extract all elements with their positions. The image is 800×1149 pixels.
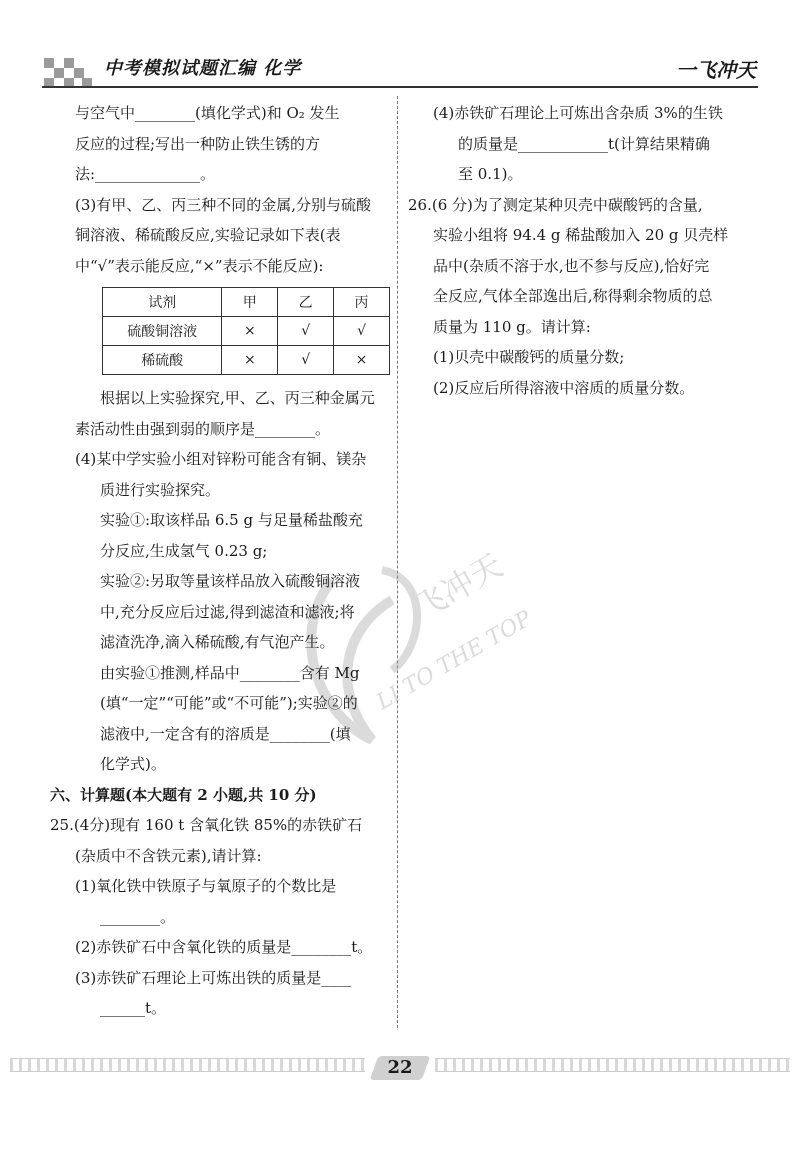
table-header-cell: 丙 [334,288,390,317]
question-26: 26.(6 分)为了测定某种贝壳中碳酸钙的含量, [408,195,703,214]
text-line: 反应的过程;写出一种防止铁生锈的方 [75,134,321,153]
table-header-cell: 试剂 [103,288,222,317]
text-line: (2)赤铁矿石中含氧化铁的质量是________t。 [75,938,373,956]
question-25: 25.(4分)现有 160 t 含氧化铁 85%的赤铁矿石 [50,816,363,834]
text-line: (杂质中不含铁元素),请计算: [75,846,262,865]
text-line: 分反应,生成氢气 0.23 g; [100,541,268,560]
table-cell: √ [278,317,334,346]
text-line: (填“一定”“可能”或“不可能”);实验②的 [100,694,358,712]
text-line: (3)赤铁矿石理论上可炼出铁的质量是____ [75,968,352,987]
text-line: 根据以上实验探究,甲、乙、丙三种金属元 [100,389,375,407]
text-line: 质进行实验探究。 [100,480,221,499]
checker-logo-icon [44,58,92,88]
header-rule [42,86,758,88]
table-row [103,317,390,346]
text-line: 实验①:取该样品 6.5 g 与足量稀盐酸充 [100,511,363,529]
table-row [103,346,390,375]
text-line: ________。 [100,907,176,926]
table-cell: √ [334,317,390,346]
text-line: 实验②:另取等量该样品放入硫酸铜溶液 [100,572,361,590]
experiment-table [102,287,390,375]
text-line: 与空气中________(填化学式)和 O₂ 发生 [75,104,340,122]
table-cell: 硫酸铜溶液 [103,317,222,346]
table-cell: 稀硫酸 [103,346,222,375]
text-line: 质量为 110 g。请计算: [433,317,591,336]
page-header [0,0,800,95]
left-column [50,98,390,1024]
text-line: 素活动性由强到弱的顺序是________。 [75,419,331,438]
book-title: 中考模拟试题汇编 化学 [104,58,302,79]
text-line: 中,充分反应后过滤,得到滤渣和滤液;将 [100,602,355,621]
text-line: 全反应,气体全部逸出后,称得剩余物质的总 [433,287,713,305]
text-line: 中“√”表示能反应,“×”表示不能反应): [75,256,324,275]
text-line: 由实验①推测,样品中________含有 Mg [100,663,360,682]
table-cell: × [334,346,390,375]
text-line: 实验小组将 94.4 g 稀盐酸加入 20 g 贝壳样 [433,226,729,244]
table-cell: × [222,317,278,346]
table-cell: × [222,346,278,375]
page-number: 22 [370,1050,430,1086]
text-line: (1)氧化铁中铁原子与氧原子的个数比是 [75,877,337,895]
table-header-cell: 甲 [222,288,278,317]
text-line: 品中(杂质不溶于水,也不参与反应),恰好完 [433,256,710,275]
text-line: ______t。 [100,999,167,1017]
text-line: (1)贝壳中碳酸钙的质量分数; [433,348,625,366]
brand-logo: 一飞冲天 [676,58,756,82]
text-line: (2)反应后所得溶液中溶质的质量分数。 [433,378,695,397]
table-cell: √ [278,346,334,375]
text-line: (3)有甲、乙、丙三种不同的金属,分别与硫酸 [75,195,372,214]
text-line: 法:______________。 [75,165,216,183]
text-line: 的质量是____________t(计算结果精确 [458,134,710,153]
watermark-en: LI TO THE TOP [372,606,537,716]
text-line: 至 0.1)。 [458,165,523,183]
footer-border-right [435,1058,790,1072]
text-line: 滤渣洗净,滴入稀硫酸,有气泡产生。 [100,633,335,651]
right-column [408,98,753,403]
table-header-cell: 乙 [278,288,334,317]
section-heading: 六、计算题(本大题有 2 小题,共 10 分) [50,785,317,804]
watermark-cn: 飞冲天 [407,546,510,627]
text-line: (4)赤铁矿石理论上可炼出含杂质 3%的生铁 [433,104,723,122]
table-header-row [103,288,390,317]
text-line: (4)某中学实验小组对锌粉可能含有铜、镁杂 [75,450,367,468]
text-line: 滤液中,一定含有的溶质是________(填 [100,724,351,743]
footer-border-left [10,1058,365,1072]
text-line: 铜溶液、稀硫酸反应,实验记录如下表(表 [75,226,341,244]
text-line: 化学式)。 [100,755,166,773]
